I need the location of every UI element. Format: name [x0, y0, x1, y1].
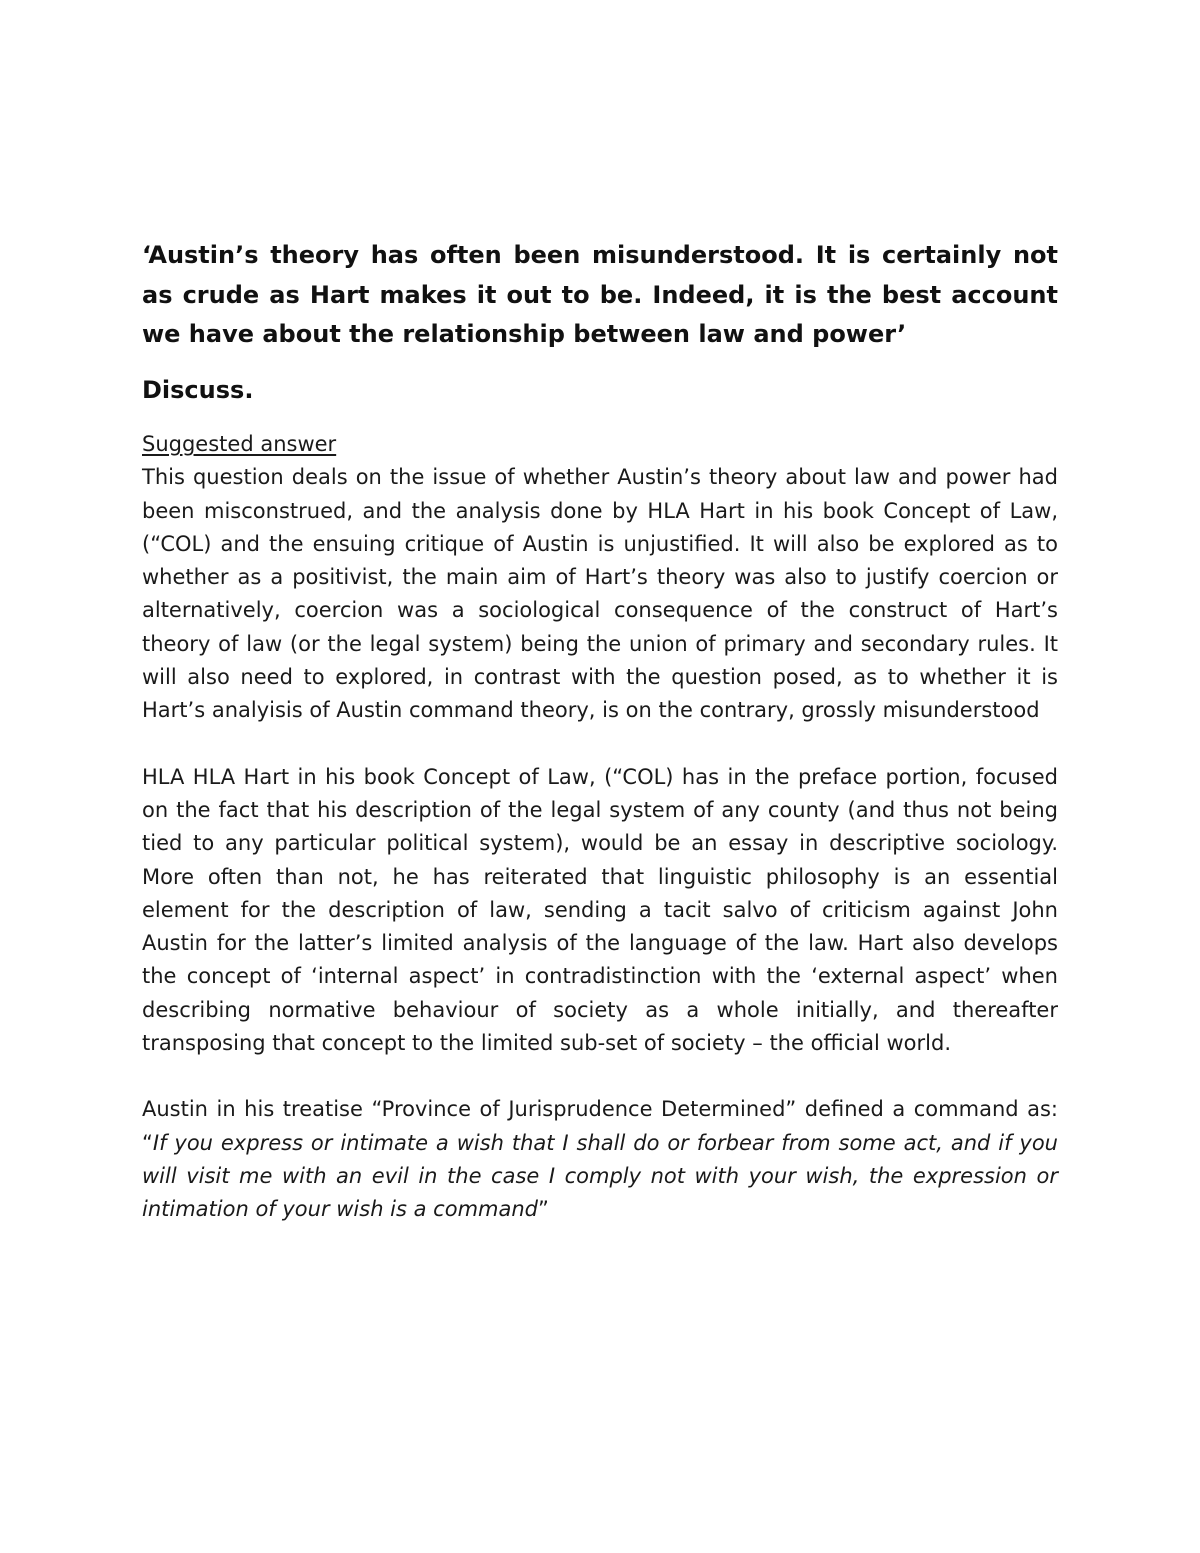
- answer-paragraph-3: [142, 1093, 1058, 1226]
- austin-command-quote: If you express or intimate a wish that I shall do or forbear from some act, and if you will visit me with an evil in the case I comply not with your wish, the expression or intimation of your wish is a command: [142, 1130, 1058, 1222]
- answer-paragraph-1: This question deals on the issue of whether Austin’s theory about law and power had been misconstrued, and the analysis done by HLA Hart in his book Concept of Law, (“COL) and the ensuing critique of Austin is unjustified. It will also be explored as to whether as a positivist, the main aim of Hart’s theory was also to justify coercion or alternatively, coercion was a sociological consequence of the construct of Hart’s theory of law (or the legal system) being the union of primary and secondary rules. It will also need to explored, in contrast with the question posed, as to whether it is Hart’s analyisis of Austin command theory, is on the contrary, grossly misunderstood: [142, 465, 1058, 723]
- paragraph-3-closing: ”: [538, 1197, 549, 1222]
- question-instruction: Discuss.: [142, 375, 254, 404]
- suggested-answer-heading: Suggested answer: [142, 432, 337, 456]
- paragraph-3-intro: Austin in his treatise “Province of Jurisprudence Determined” defined a command as: “: [142, 1097, 1058, 1155]
- answer-paragraph-2: HLA HLA Hart in his book Concept of Law, (“COL) has in the preface portion, focused on the fact that his description of the legal system of any county (and thus not being tied to any particular political system), would be an essay in descriptive sociology. More often than not, he has reiterated that linguistic philosophy is an essential element for the description of law, sending a tacit salvo of criticism against John Austin for the latter’s limited analysis of the language of the law. Hart also develops the concept of ‘internal aspect’ in contradistinction with the ‘external aspect’ when describing normative behaviour of society as a whole initially, and thereafter transposing that concept to the limited sub-set of society – the official world.: [142, 764, 1058, 1056]
- question-text: ‘Austin’s theory has often been misunderstood. It is certainly not as crude as Hart makes it out to be. Indeed, it is the best account we have about the relationship between law and power’: [142, 241, 1058, 348]
- document-page: [142, 236, 1058, 1227]
